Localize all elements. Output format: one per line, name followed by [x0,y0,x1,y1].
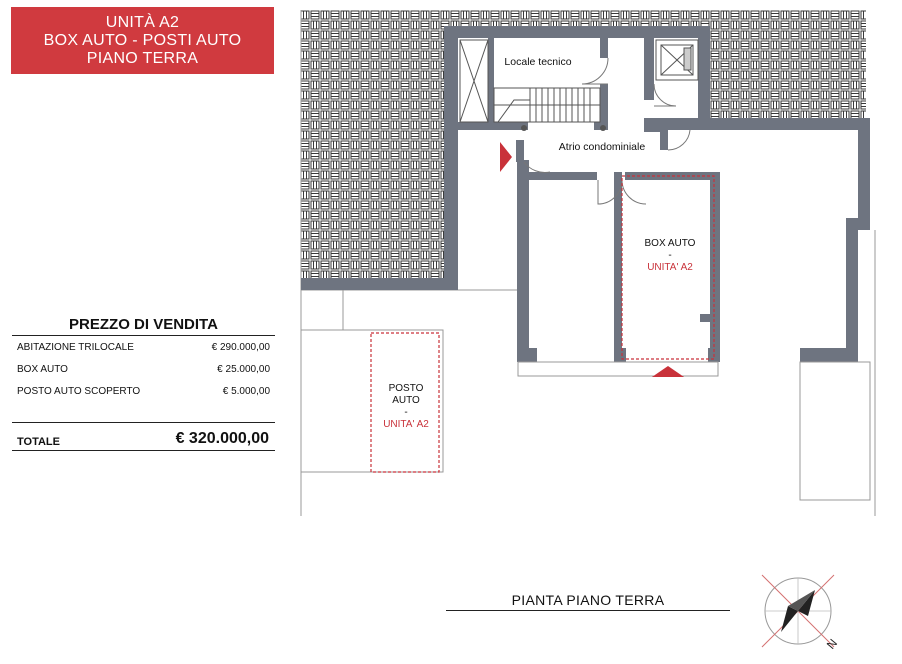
paved-strip-top [444,10,708,26]
compass-icon [762,575,840,652]
price-label: ABITAZIONE TRILOCALE [17,341,134,353]
stairs [494,88,600,122]
posto-auto-unit-label: UNITA' A2 [383,419,429,430]
unit-title-line-2: BOX AUTO - POSTI AUTO [43,31,242,49]
posto-auto-label-line-1: POSTO [388,383,424,394]
price-value: € 290.000,00 [211,341,270,353]
unit-title-line-1: UNITÀ A2 [105,13,180,31]
price-heading: PREZZO DI VENDITA [12,316,275,336]
posto-auto-dash: - [404,407,408,418]
garage-entrance-arrow-icon [652,366,684,377]
posto-auto-label-line-2: AUTO [392,395,420,406]
entrance-arrow-icon [500,142,512,172]
paved-area-top-right [708,10,866,118]
unit-title-line-3: PIANO TERRA [86,49,199,67]
box-auto-label: BOX AUTO [644,238,696,249]
technical-shaft [460,40,488,122]
total-value: € 320.000,00 [175,430,269,447]
room-label-atrio: Atrio condominiale [558,141,646,153]
elevator [656,40,698,80]
box-auto-dash: - [668,250,672,261]
plan-caption: PIANTA PIANO TERRA [446,592,730,611]
price-label: BOX AUTO [17,363,68,375]
bollards [521,125,606,131]
paved-area-left [301,10,444,280]
outdoor-parking-lines [301,330,870,500]
compass-north-letter: N [823,636,841,652]
total-label: TOTALE [17,436,60,448]
price-value: € 25.000,00 [217,363,270,375]
box-auto-unit-label: UNITA' A2 [647,262,693,273]
price-label: POSTO AUTO SCOPERTO [17,385,141,397]
price-value: € 5.000,00 [222,385,270,397]
room-label-locale-tecnico: Locale tecnico [504,56,572,68]
